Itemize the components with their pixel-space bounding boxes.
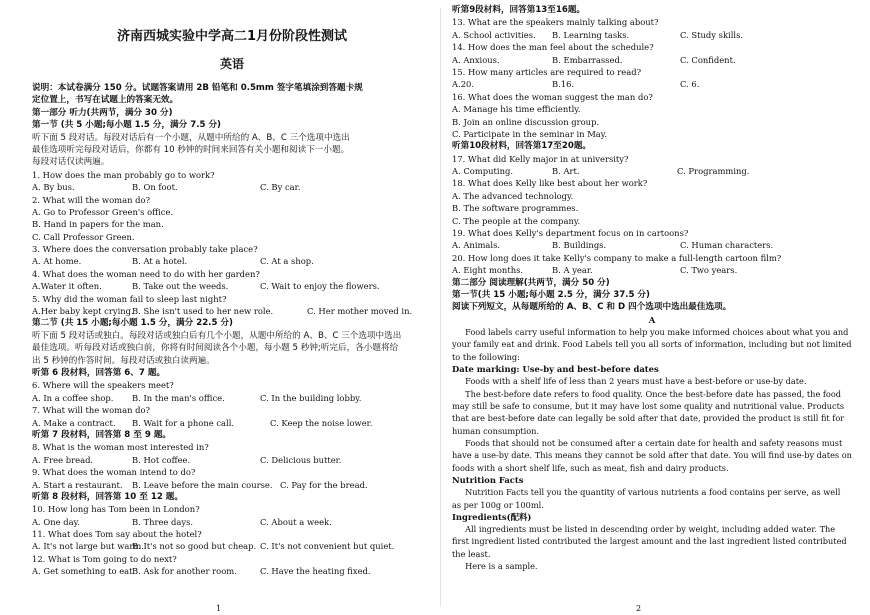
question-stem: 12. What is Tom going to do next?	[32, 553, 177, 564]
option-b: B. Hand in papers for the man.	[32, 219, 164, 230]
option-b: B. Embarrassed.	[552, 54, 623, 65]
option-a: A. Make a contract.	[32, 417, 116, 428]
option-b: B. Wait for a phone call.	[132, 417, 235, 428]
option-a: A.20.	[452, 79, 475, 90]
section-heading: 第二部分 阅读理解(共两节，满分 50 分)	[452, 277, 610, 288]
passage-heading: Nutrition Facts	[452, 474, 524, 485]
option-b: B. In the man's office.	[132, 392, 225, 403]
option-a: A. Manage his time efficiently.	[452, 104, 581, 115]
question-stem: 10. How long has Tom been in London?	[32, 504, 200, 515]
exam-subject: 英语	[219, 57, 244, 71]
part-instruction: 听下面 5 段对话。每段对话后有一个小题，从题中所给的 A、B、C 三个选项中选出	[32, 132, 350, 143]
page-number: 2	[636, 604, 642, 613]
part-instruction: 最佳选项。听每段对话或独白前，你将有时间阅读各个小题，每小题 5 秒钟;听完后，各小题将给	[32, 343, 399, 354]
section-heading: 第一部分 听力(共两节，满分 30 分)	[32, 107, 173, 118]
passage-heading: Date marking: Use-by and best-before dates	[452, 364, 659, 375]
option-b: B. Leave before the main course.	[132, 479, 273, 490]
question-options	[32, 516, 432, 528]
question-stem: 15. How many articles are required to read?	[452, 66, 642, 77]
question-options	[32, 417, 432, 429]
option-a: A. The advanced technology.	[452, 190, 574, 201]
option-c: C. Programming.	[677, 166, 750, 177]
option-a: A.Water it often.	[32, 281, 102, 292]
question-stem: 11. What does Tom say about the hotel?	[32, 529, 202, 540]
question-options	[32, 181, 432, 193]
option-c: C. In the building lobby.	[260, 392, 362, 403]
passage-heading: Ingredients(配料)	[452, 511, 532, 522]
option-a: A. One day.	[32, 516, 80, 527]
passage-paragraph: Nutrition Facts tell you the quantity of various nutrients a food contains per serve, as well as per 100g or 100ml.	[452, 487, 841, 510]
option-a: A. At home.	[32, 256, 82, 267]
option-b: B. Ask for another room.	[132, 566, 237, 577]
question-stem: 13. What are the speakers mainly talking about?	[452, 17, 659, 28]
question-options	[32, 280, 432, 292]
part-heading: 第一节 (共 5 小题;每小题 1.5 分，满分 7.5 分)	[32, 120, 221, 131]
option-a: A. Animals.	[452, 240, 501, 251]
part-heading: 第二节 (共 15 小题;每小题 1.5 分，满分 22.5 分)	[32, 318, 233, 329]
question-stem: 8. What is the woman most interested in?	[32, 442, 209, 453]
part-instruction: 最佳选项听完每段对话后，你都有 10 秒钟的时间来回答有关小题和阅读下一小题。	[32, 144, 350, 155]
part-instruction: 出 5 秒钟的作答时间。每段对话或独白读两遍。	[32, 355, 215, 366]
passage-paragraph: Foods with a shelf life of less than 2 years must have a best-before or use-by date.	[465, 376, 807, 387]
option-a: A. Eight months.	[452, 265, 524, 276]
question-options	[452, 54, 852, 66]
question-options	[452, 78, 852, 90]
question-options	[32, 255, 432, 267]
part-instruction: 每段对话仅读两遍。	[32, 157, 110, 168]
option-b: B. She isn't used to her new role.	[132, 306, 274, 317]
question-stem: 3. Where does the conversation probably take place?	[32, 244, 258, 255]
option-b: B. Take out the weeds.	[132, 281, 229, 292]
option-c: C. The people at the company.	[452, 215, 581, 226]
page-number: 1	[216, 604, 222, 613]
option-a: A. Computing.	[452, 166, 513, 177]
option-c: C. Her mother moved in.	[307, 306, 413, 317]
option-a: A. School activities.	[452, 29, 536, 40]
option-c: C. Human characters.	[680, 240, 774, 251]
question-options	[32, 540, 432, 552]
part-instruction: 听下面 5 段对话或独白。每段对话或独白后有几个小题，从题中所给的 A、B、C 三个选项中选出	[32, 330, 402, 341]
option-c: C. Pay for the bread.	[280, 479, 368, 490]
part-heading: 第一节(共 15 小题;每小题 2.5 分，满分 37.5 分)	[452, 289, 650, 300]
option-a: A.Her baby kept crying.	[32, 306, 134, 317]
option-c: C. Wait to enjoy the flowers.	[260, 281, 380, 292]
question-stem: 1. How does the man probably go to work?	[32, 169, 215, 180]
question-options	[32, 305, 432, 317]
option-b: B. The software programmes.	[452, 203, 579, 214]
exam-title: 济南西城实验中学高二1月份阶段性测试	[116, 29, 348, 44]
page-divider	[440, 8, 441, 607]
option-b: B. A year.	[552, 265, 593, 276]
question-stem: 14. How does the man feel about the schedule?	[452, 42, 654, 53]
material-heading: 听第 8 段材料，回答第 10 至 12 题。	[32, 491, 183, 502]
part-instruction: 阅读下列短文，从每题所给的 A、B、C 和 D 四个选项中选出最佳选项。	[452, 302, 732, 313]
passage-paragraph: All ingredients must be listed in descending order by weight, including added water. The first ingredient listed contributed the largest amount and the last ingredient listed contributed the least.	[452, 524, 847, 559]
instruction-line: 说明：本试卷满分 150 分。试题答案请用 2B 铅笔和 0.5mm 签字笔填涂到答题卡规	[32, 83, 363, 93]
passage-label: A	[648, 314, 656, 325]
question-options	[32, 392, 432, 404]
question-options	[452, 165, 852, 177]
question-options	[452, 264, 852, 276]
option-b: B. Art.	[552, 166, 580, 177]
option-b: B. Buildings.	[552, 240, 607, 251]
option-c: C. Have the heating fixed.	[260, 566, 371, 577]
option-a: A. Go to Professor Green's office.	[32, 206, 174, 217]
option-b: B. Learning tasks.	[552, 29, 630, 40]
question-stem: 20. How long does it take Kelly's company to make a full-length cartoon film?	[452, 252, 782, 263]
instruction-line: 定位置上，书写在试题上的答案无效。	[32, 95, 179, 106]
option-b: B. On foot.	[132, 182, 178, 193]
option-c: C. Call Professor Green.	[32, 231, 135, 242]
option-b: B.16.	[552, 79, 575, 90]
option-c: C. It's not convenient but quiet.	[260, 541, 395, 552]
question-options	[452, 29, 852, 41]
question-options	[32, 454, 432, 466]
passage-paragraph: Food labels carry useful information to help you make informed choices about what you and your family eat and drink. Food Labels tell you all sorts of information, including but not limited to the following:	[452, 327, 852, 362]
question-stem: 16. What does the woman suggest the man do?	[452, 91, 653, 102]
question-stem: 5. Why did the woman fail to sleep last night?	[32, 293, 227, 304]
question-stem: 19. What does Kelly's department focus on in cartoons?	[452, 228, 689, 239]
option-c: C. Keep the noise lower.	[270, 417, 373, 428]
question-stem: 4. What does the woman need to do with her garden?	[32, 268, 260, 279]
option-b: B. At a hotel.	[132, 256, 188, 267]
option-a: A. In a coffee shop.	[32, 392, 114, 403]
right-page	[452, 0, 852, 615]
question-stem: 6. Where will the speakers meet?	[32, 380, 174, 391]
option-c: C. By car.	[260, 182, 301, 193]
question-stem: 2. What will the woman do?	[32, 194, 151, 205]
option-b: B. Three days.	[132, 516, 194, 527]
option-a: A. Start a restaurant.	[32, 479, 123, 490]
option-c: C. About a week.	[260, 516, 332, 527]
option-c: C. Participate in the seminar in May.	[452, 128, 608, 139]
option-c: C. Two years.	[680, 265, 738, 276]
question-options	[452, 239, 852, 251]
option-b: B. Join an online discussion group.	[452, 116, 600, 127]
left-page	[32, 0, 432, 615]
question-options	[32, 565, 432, 577]
option-b: B. Hot coffee.	[132, 454, 191, 465]
passage-paragraph: The best-before date refers to food quality. Once the best-before date has passed, the food may still be safe to consume, but it may have lost some quality and nutritional value. Products that are best-before date can legally be sold after that date, provided the product is still fit for human consumption.	[452, 388, 845, 436]
material-heading: 听第 7 段材料，回答第 8 至 9 题。	[32, 429, 172, 440]
passage-paragraph: Foods that should not be consumed after a certain date for health and safety reasons must have a use-by date. This means they cannot be sold after that date. You will find use-by dates on foods with a short shelf life, such as meat, fish and dairy products.	[452, 437, 852, 473]
option-b: B. It's not so good but cheap.	[132, 541, 257, 552]
material-heading: 听第10段材料，回答第17至20题。	[452, 141, 592, 152]
material-heading: 听第9段材料，回答第13至16题。	[452, 5, 586, 15]
option-a: A. Get something to eat.	[32, 566, 136, 577]
question-stem: 9. What does the woman intend to do?	[32, 467, 196, 478]
option-c: C. At a shop.	[260, 256, 314, 267]
question-stem: 7. What will the woman do?	[32, 405, 151, 416]
option-a: A. Free bread.	[32, 454, 94, 465]
option-a: A. It's not large but warm.	[32, 541, 144, 552]
option-c: C. Confident.	[680, 54, 736, 65]
question-options	[32, 479, 432, 491]
option-c: C. Delicious butter.	[260, 454, 342, 465]
passage-paragraph: Here is a sample.	[465, 561, 538, 572]
option-c: C. 6.	[680, 79, 700, 90]
option-a: A. By bus.	[32, 182, 75, 193]
question-stem: 18. What does Kelly like best about her work?	[452, 178, 648, 189]
material-heading: 听第 6 段材料，回答第 6、7 题。	[32, 367, 166, 378]
question-stem: 17. What did Kelly major in at university?	[452, 153, 629, 164]
option-a: A. Anxious.	[452, 54, 500, 65]
option-c: C. Study skills.	[680, 29, 744, 40]
